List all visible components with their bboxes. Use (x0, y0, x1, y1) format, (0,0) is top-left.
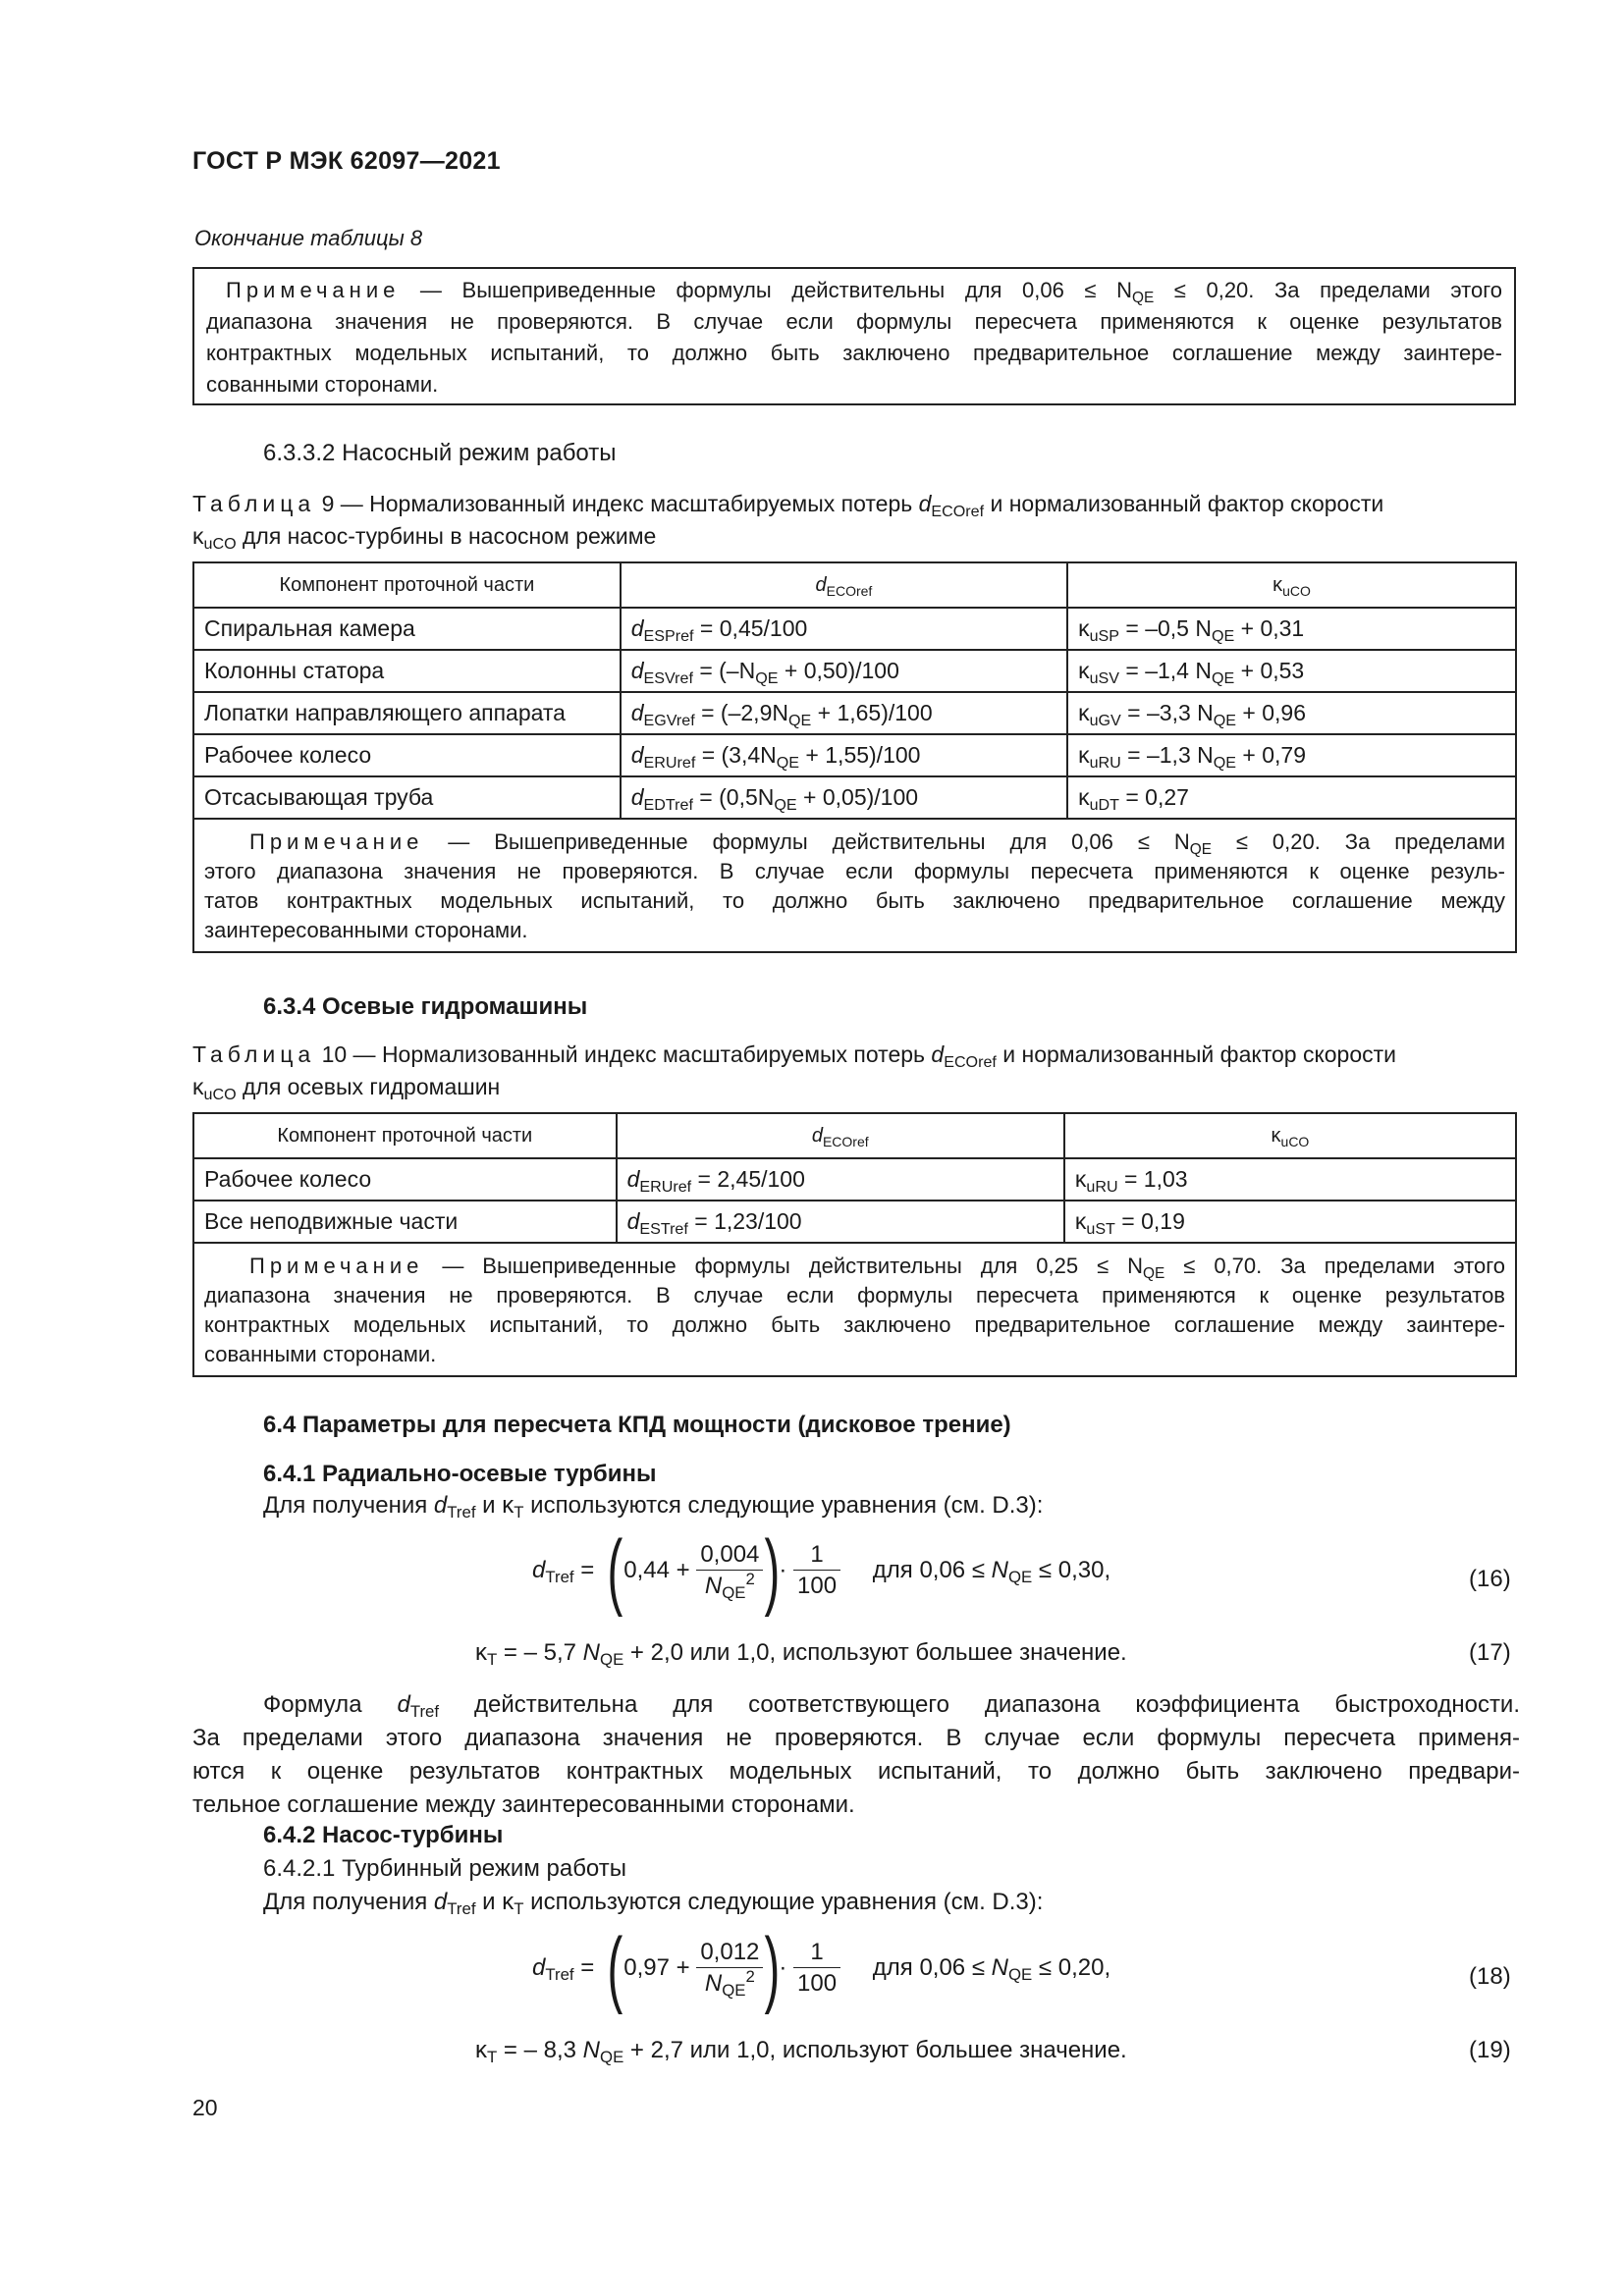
cell-d: $d_{EGVref} = (-2,9N_{QE} + 1,65)/100$ (621, 692, 1067, 734)
cell-d: $d_{ERUref} = 2,45/100$ (617, 1158, 1064, 1201)
cell-k: $\kappa_{uSV} = -1,4$ $N_{QE} + 0,53$ (1067, 650, 1516, 692)
document-header: ГОСТ Р МЭК 62097—2021 (192, 147, 501, 175)
cell-component: Все неподвижные части (193, 1201, 617, 1243)
table-header-row (193, 562, 1516, 608)
equation-16: $d_{Tref}$ = ( 0,44 + $\frac{0,004}{N_{QE}^2}$ ) · $\frac{1}{100}$ для $0,06 \le N_{QE} \le 0,30$, (532, 1523, 1111, 1618)
column-header: $\kappa_{uCO}$ (1067, 562, 1516, 608)
section-heading-642: 6.4.2 Насос-турбины (263, 1822, 504, 1848)
section-heading-641: 6.4.1 Радиально-осевые турбины (263, 1461, 657, 1487)
page-number: 20 (192, 2095, 218, 2120)
table-row (193, 776, 1516, 819)
cell-component: Лопатки направляющего аппарата (193, 692, 621, 734)
note-box-table8 (192, 267, 1516, 405)
table-row (193, 692, 1516, 734)
fraction: $\frac{1}{100}$ (793, 1540, 840, 1602)
paragraph-641: Формула $d_{Tref}$ действительна для соответствующего диапазона коэффициента быстроходности. За пределами этого диапазона значения не проверяются. В случае если формулы пересчета применя- ются к оценке результатов контрактных модельных испытаний, то должно быть заключено предвари- тельное соглашение между заинтересованными сторонами. (192, 1691, 1521, 1818)
cell-component: Спиральная камера (193, 608, 621, 650)
cell-component: Отсасывающая труба (193, 776, 621, 819)
section-heading-64: 6.4 Параметры для пересчета КПД мощности (дисковое трение) (263, 1412, 1011, 1438)
table-note-row (193, 1243, 1516, 1376)
table-continuation-label: Окончание таблицы 8 (194, 226, 423, 250)
table-note-row (193, 819, 1516, 952)
note-line: Примечание — Вышеприведенные формулы действительны для $0,06 \le N_{QE} \le 0,20$. За пределами этого (226, 278, 1502, 306)
paren-right: ) (764, 1523, 781, 1618)
cell-d: $d_{EDTref} = (0,5N_{QE} + 0,05)/100$ (621, 776, 1067, 819)
table-row (193, 1158, 1516, 1201)
note-line: сованными сторонами. (206, 372, 439, 397)
note-label: Примечание (226, 278, 401, 302)
column-header: Компонент проточной части (193, 562, 621, 608)
cell-d: $d_{ERUref} = (3,4N_{QE} + 1,55)/100$ (621, 734, 1067, 776)
intro-6421: Для получения $d_{Tref}$ и $\kappa_T$ используются следующие уравнения (см. D.3): (263, 1889, 1044, 1918)
section-heading-6332: 6.3.3.2 Насосный режим работы (263, 440, 617, 466)
cell-k: $\kappa_{uDT} = 0,27$ (1067, 776, 1516, 819)
table10-caption: Таблица 10 — Нормализованный индекс масштабируемых потерь $d_{ECOref}$ и нормализованный фактор скорости $\kappa_{uCO}$ для осевых гидромашин (192, 1041, 1397, 1103)
cell-k: $\kappa_{uSP} = -0,5$ $N_{QE} + 0,31$ (1067, 608, 1516, 650)
section-heading-6421: 6.4.2.1 Турбинный режим работы (263, 1855, 626, 1882)
column-header: $\kappa_{uCO}$ (1064, 1113, 1516, 1158)
paren-right: ) (764, 1921, 781, 2015)
column-header: $d_{ECOref}$ (621, 562, 1067, 608)
equation-number: (17) (1469, 1639, 1511, 1666)
column-header: Компонент проточной части (193, 1113, 617, 1158)
table-header-row (193, 1113, 1516, 1158)
fraction: $\frac{1}{100}$ (793, 1938, 840, 2000)
section-heading-634: 6.3.4 Осевые гидромашины (263, 993, 588, 1020)
note-line: диапазона значения не проверяются. В случае если формулы пересчета применяются к оценке результатов (206, 309, 1502, 334)
cell-d: $d_{ESPref} = 0,45/100$ (621, 608, 1067, 650)
fraction: $\frac{0,004}{N_{QE}^2}$ (696, 1540, 763, 1602)
cell-k: $\kappa_{uGV} = -3,3$ $N_{QE} + 0,96$ (1067, 692, 1516, 734)
equation-number: (16) (1469, 1566, 1511, 1592)
equation-number: (18) (1469, 1963, 1511, 1990)
column-header: $d_{ECOref}$ (617, 1113, 1064, 1158)
table9 (192, 561, 1517, 953)
table10 (192, 1112, 1517, 1377)
table-row (193, 1201, 1516, 1243)
fraction: $\frac{0,012}{N_{QE}^2}$ (696, 1938, 763, 2000)
cell-d: $d_{ESVref} = (-N_{QE} + 0,50)/100$ (621, 650, 1067, 692)
paren-left: ( (607, 1523, 623, 1618)
equation-17: $\kappa_T$ = – 5,7 $N_{QE} + 2,0$ или 1,0, используют большее значение. (475, 1639, 1127, 1669)
cell-k: $\kappa_{uRU} = 1,03$ (1064, 1158, 1516, 1201)
equation-18: $d_{Tref}$ = ( 0,97 + $\frac{0,012}{N_{QE}^2}$ ) · $\frac{1}{100}$ для $0,06 \le N_{QE} \le 0,20$, (532, 1921, 1111, 2015)
table-row (193, 608, 1516, 650)
cell-k: $\kappa_{uST} = 0,19$ (1064, 1201, 1516, 1243)
table-row (193, 734, 1516, 776)
table10-note: Примечание — Вышеприведенные формулы действительны для $0,25 \le N_{QE} \le 0,70$. За пределами этого диапазона значения не проверяются. В случае если формулы пересчета применяются к оценке результатов контрактных модельных испытаний, то должно быть заключено предварительное соглашение между заинтере- сованными сторонами. (193, 1243, 1516, 1376)
equation-number: (19) (1469, 2037, 1511, 2063)
intro-641: Для получения $d_{Tref}$ и $\kappa_T$ используются следующие уравнения (см. D.3): (263, 1492, 1044, 1522)
note-line: контрактных модельных испытаний, то должно быть заключено предварительное соглашение между заинтере- (206, 341, 1502, 365)
table-row (193, 650, 1516, 692)
cell-d: $d_{ESTref} = 1,23/100$ (617, 1201, 1064, 1243)
cell-component: Рабочее колесо (193, 1158, 617, 1201)
cell-component: Рабочее колесо (193, 734, 621, 776)
equation-19: $\kappa_T$ = – 8,3 $N_{QE} + 2,7$ или 1,0, используют большее значение. (475, 2037, 1127, 2066)
table9-note: Примечание — Вышеприведенные формулы действительны для $0,06 \le N_{QE} \le 0,20$. За пределами этого диапазона значения не проверяются. В случае если формулы пересчета применяются к оценке резуль- татов контрактных модельных испытаний, то должно быть заключено предварительное соглашение между заинтересованными сторонами. (193, 819, 1516, 952)
cell-k: $\kappa_{uRU} = -1,3$ $N_{QE} + 0,79$ (1067, 734, 1516, 776)
table9-caption: Таблица 9 — Нормализованный индекс масштабируемых потерь $d_{ECOref}$ и нормализованный фактор скорости $\kappa_{uCO}$ для насос-турбины в насосном режиме (192, 491, 1384, 553)
cell-component: Колонны статора (193, 650, 621, 692)
paren-left: ( (607, 1921, 623, 2015)
